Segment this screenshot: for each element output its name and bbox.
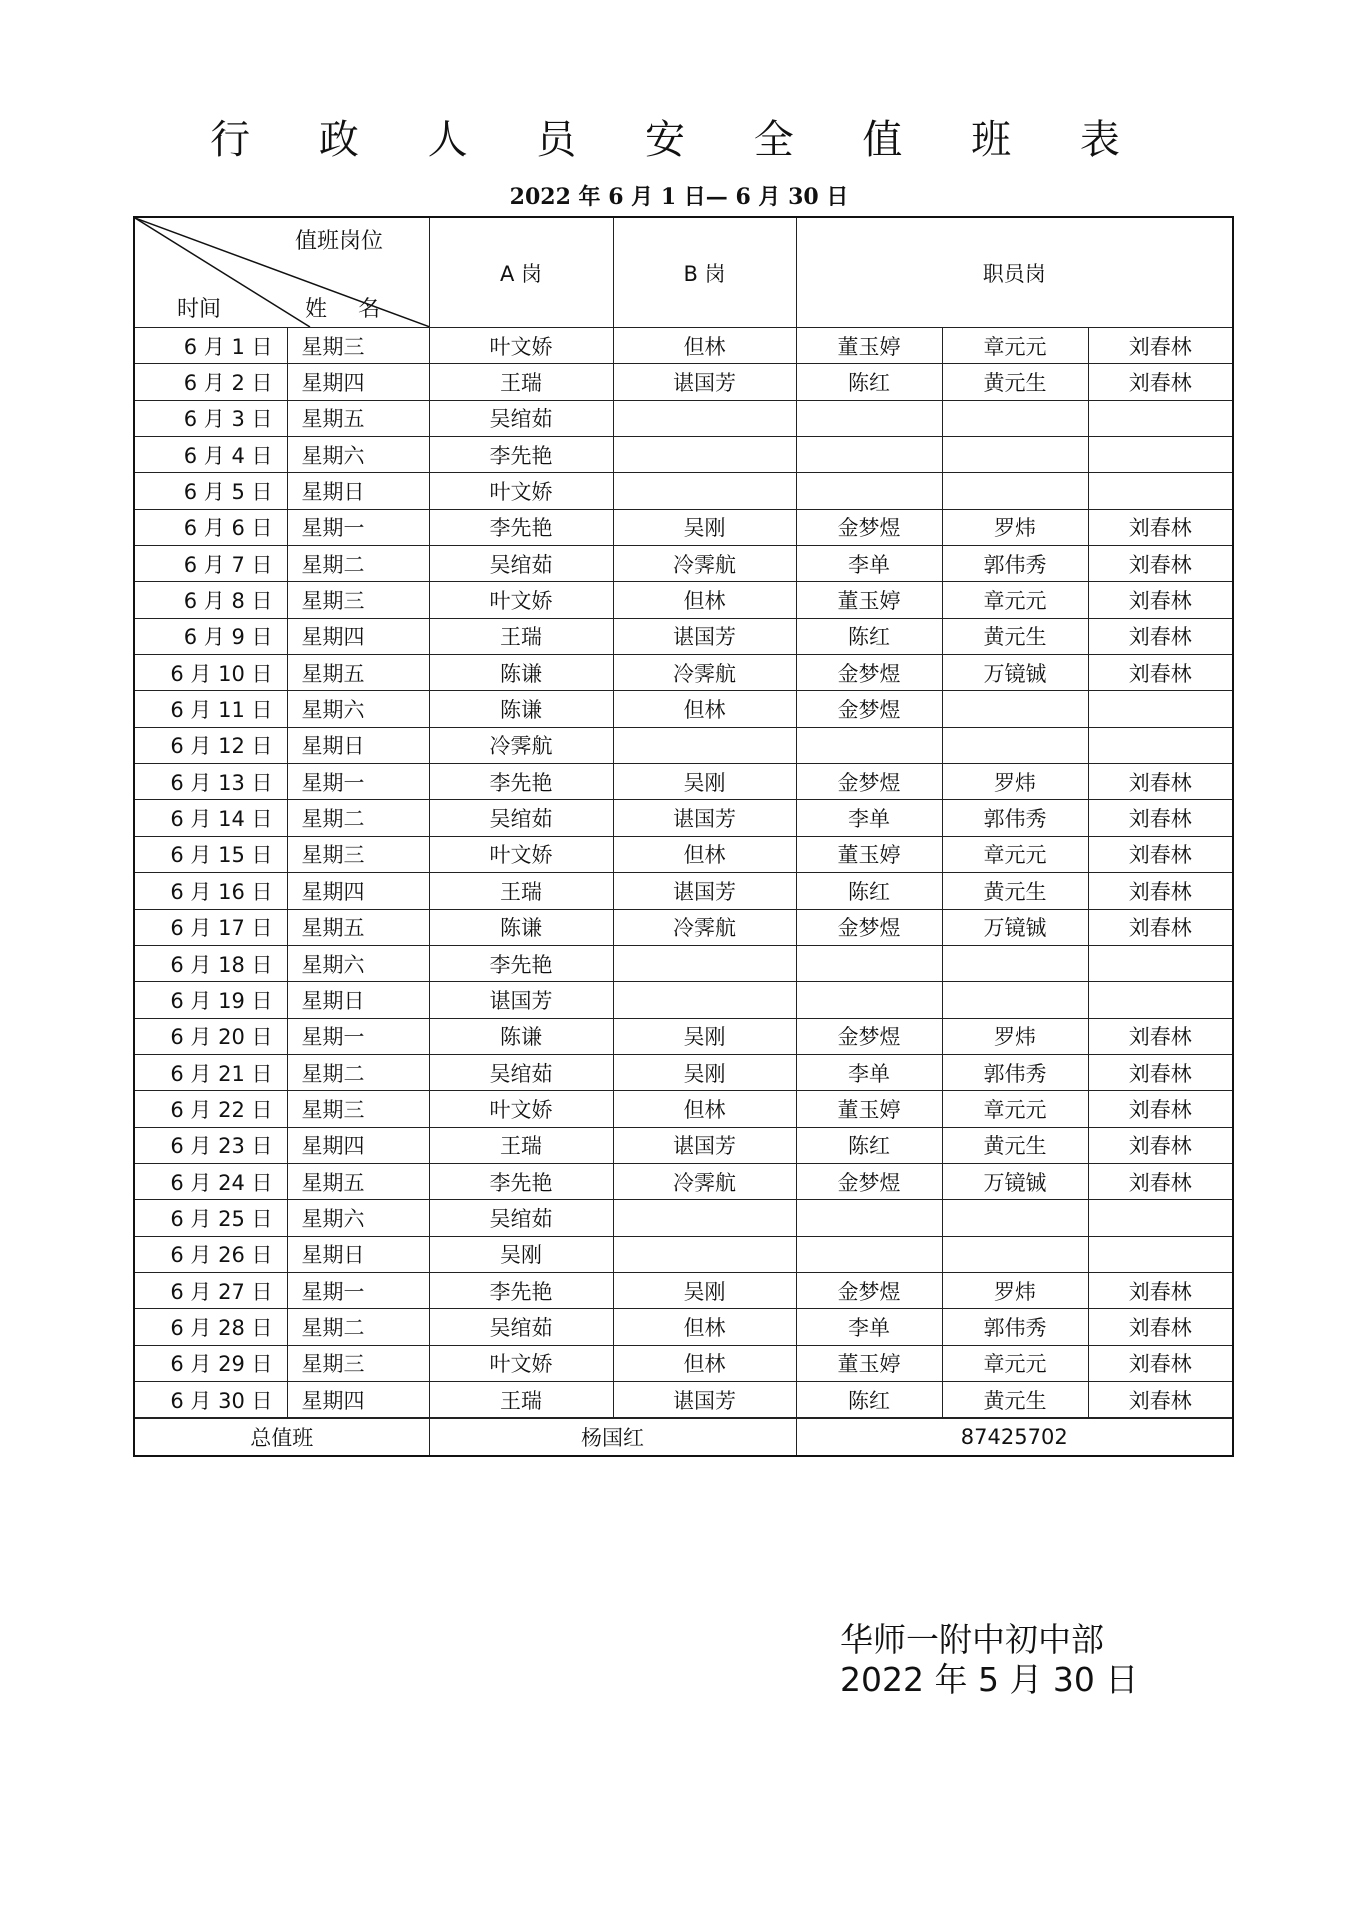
post-b-cell: 谌国芳 — [613, 364, 796, 400]
post-a-cell: 李先艳 — [429, 437, 613, 473]
date-cell: 6 月 4 日 — [134, 437, 287, 473]
staff-2-cell: 章元元 — [942, 1345, 1088, 1381]
date-cell: 6 月 21 日 — [134, 1054, 287, 1090]
weekday-cell: 星期三 — [287, 582, 429, 618]
date-cell: 6 月 11 日 — [134, 691, 287, 727]
date-cell: 6 月 9 日 — [134, 618, 287, 654]
post-a-cell: 叶文娇 — [429, 1091, 613, 1127]
post-b-cell: 但林 — [613, 691, 796, 727]
staff-3-cell: 刘春林 — [1088, 1091, 1233, 1127]
staff-2-cell: 万镜铖 — [942, 655, 1088, 691]
post-a-cell: 吴绾茹 — [429, 800, 613, 836]
table-row — [134, 655, 1233, 691]
weekday-cell: 星期六 — [287, 691, 429, 727]
staff-2-cell: 罗炜 — [942, 1272, 1088, 1308]
staff-1-cell: 李单 — [796, 1054, 942, 1090]
post-b-cell: 但林 — [613, 582, 796, 618]
table-row — [134, 1200, 1233, 1236]
post-b-cell: 冷霁航 — [613, 1163, 796, 1199]
post-b-cell — [613, 1200, 796, 1236]
staff-2-cell: 郭伟秀 — [942, 1309, 1088, 1345]
corner-header-cell — [134, 217, 429, 328]
post-a-cell: 王瑞 — [429, 873, 613, 909]
staff-2-cell — [942, 437, 1088, 473]
post-a-cell: 李先艳 — [429, 1272, 613, 1308]
staff-2-cell — [942, 727, 1088, 763]
table-row — [134, 1309, 1233, 1345]
staff-2-cell: 罗炜 — [942, 509, 1088, 545]
staff-3-cell — [1088, 1200, 1233, 1236]
staff-1-cell — [796, 400, 942, 436]
table-row — [134, 1054, 1233, 1090]
staff-3-cell: 刘春林 — [1088, 800, 1233, 836]
staff-1-cell: 金梦煜 — [796, 1272, 942, 1308]
table-row — [134, 1163, 1233, 1199]
post-b-cell: 吴刚 — [613, 1018, 796, 1054]
post-b-cell — [613, 945, 796, 981]
date-cell: 6 月 27 日 — [134, 1272, 287, 1308]
date-cell: 6 月 23 日 — [134, 1127, 287, 1163]
staff-3-cell: 刘春林 — [1088, 1381, 1233, 1417]
weekday-cell: 星期五 — [287, 400, 429, 436]
staff-3-cell: 刘春林 — [1088, 873, 1233, 909]
post-b-cell: 谌国芳 — [613, 873, 796, 909]
weekday-cell: 星期日 — [287, 1236, 429, 1272]
staff-3-cell: 刘春林 — [1088, 1054, 1233, 1090]
corner-label-post: 值班岗位 — [295, 229, 384, 254]
staff-3-cell — [1088, 982, 1233, 1018]
staff-2-cell: 黄元生 — [942, 364, 1088, 400]
post-b-cell: 但林 — [613, 328, 796, 364]
date-cell: 6 月 8 日 — [134, 582, 287, 618]
post-b-cell — [613, 473, 796, 509]
post-a-cell: 李先艳 — [429, 1163, 613, 1199]
table-row — [134, 1381, 1233, 1417]
staff-2-cell — [942, 473, 1088, 509]
weekday-cell: 星期一 — [287, 764, 429, 800]
weekday-cell: 星期五 — [287, 655, 429, 691]
staff-1-cell: 李单 — [796, 1309, 942, 1345]
staff-2-cell — [942, 982, 1088, 1018]
weekday-cell: 星期二 — [287, 1309, 429, 1345]
staff-2-cell: 章元元 — [942, 582, 1088, 618]
staff-3-cell — [1088, 727, 1233, 763]
post-a-cell: 吴刚 — [429, 1236, 613, 1272]
staff-2-cell: 罗炜 — [942, 764, 1088, 800]
date-cell: 6 月 6 日 — [134, 509, 287, 545]
staff-1-cell: 李单 — [796, 800, 942, 836]
post-a-cell: 王瑞 — [429, 1381, 613, 1417]
staff-1-cell: 董玉婷 — [796, 1091, 942, 1127]
col-header-a: A 岗 — [429, 217, 613, 328]
staff-2-cell: 章元元 — [942, 328, 1088, 364]
staff-1-cell: 金梦煜 — [796, 1018, 942, 1054]
footer-row — [134, 1419, 1233, 1456]
staff-2-cell: 黄元生 — [942, 618, 1088, 654]
post-b-cell — [613, 400, 796, 436]
table-row — [134, 509, 1233, 545]
staff-2-cell: 罗炜 — [942, 1018, 1088, 1054]
staff-1-cell: 金梦煜 — [796, 909, 942, 945]
corner-label-name: 姓 名 — [305, 297, 392, 322]
corner-label-time: 时间 — [177, 297, 222, 322]
date-cell: 6 月 3 日 — [134, 400, 287, 436]
footer-label-cell: 总值班 — [134, 1419, 429, 1456]
date-cell: 6 月 30 日 — [134, 1381, 287, 1417]
staff-3-cell — [1088, 400, 1233, 436]
staff-3-cell: 刘春林 — [1088, 909, 1233, 945]
staff-2-cell: 郭伟秀 — [942, 1054, 1088, 1090]
post-b-cell: 冷霁航 — [613, 909, 796, 945]
weekday-cell: 星期二 — [287, 800, 429, 836]
page-title: 行 政 人 员 安 全 值 班 表 — [210, 117, 1148, 163]
post-a-cell: 叶文娇 — [429, 1345, 613, 1381]
weekday-cell: 星期五 — [287, 909, 429, 945]
post-a-cell: 吴绾茹 — [429, 546, 613, 582]
date-cell: 6 月 20 日 — [134, 1018, 287, 1054]
footer-name-cell: 杨国红 — [429, 1419, 796, 1456]
table-row — [134, 437, 1233, 473]
staff-2-cell — [942, 1200, 1088, 1236]
header-row — [134, 217, 1233, 328]
date-cell: 6 月 24 日 — [134, 1163, 287, 1199]
date-cell: 6 月 19 日 — [134, 982, 287, 1018]
weekday-cell: 星期三 — [287, 1091, 429, 1127]
weekday-cell: 星期四 — [287, 1381, 429, 1417]
post-b-cell — [613, 727, 796, 763]
table-row — [134, 764, 1233, 800]
staff-1-cell: 李单 — [796, 546, 942, 582]
staff-1-cell: 陈红 — [796, 364, 942, 400]
weekday-cell: 星期四 — [287, 364, 429, 400]
weekday-cell: 星期一 — [287, 509, 429, 545]
staff-1-cell — [796, 982, 942, 1018]
staff-2-cell: 章元元 — [942, 836, 1088, 872]
post-a-cell: 叶文娇 — [429, 582, 613, 618]
date-cell: 6 月 28 日 — [134, 1309, 287, 1345]
post-b-cell — [613, 982, 796, 1018]
post-a-cell: 李先艳 — [429, 764, 613, 800]
date-cell: 6 月 13 日 — [134, 764, 287, 800]
post-b-cell: 吴刚 — [613, 1054, 796, 1090]
staff-3-cell: 刘春林 — [1088, 836, 1233, 872]
date-cell: 6 月 16 日 — [134, 873, 287, 909]
date-cell: 6 月 29 日 — [134, 1345, 287, 1381]
staff-2-cell — [942, 400, 1088, 436]
table-row — [134, 800, 1233, 836]
staff-2-cell — [942, 1236, 1088, 1272]
staff-1-cell: 金梦煜 — [796, 764, 942, 800]
table-row — [134, 873, 1233, 909]
staff-1-cell — [796, 1200, 942, 1236]
date-cell: 6 月 22 日 — [134, 1091, 287, 1127]
date-cell: 6 月 14 日 — [134, 800, 287, 836]
date-cell: 6 月 10 日 — [134, 655, 287, 691]
staff-1-cell: 陈红 — [796, 1381, 942, 1417]
signature-block — [840, 1620, 1138, 1700]
table-row — [134, 909, 1233, 945]
staff-2-cell: 万镜铖 — [942, 909, 1088, 945]
post-a-cell: 李先艳 — [429, 509, 613, 545]
staff-3-cell: 刘春林 — [1088, 1309, 1233, 1345]
staff-1-cell — [796, 473, 942, 509]
staff-1-cell: 董玉婷 — [796, 582, 942, 618]
weekday-cell: 星期一 — [287, 1018, 429, 1054]
post-b-cell: 谌国芳 — [613, 618, 796, 654]
staff-1-cell — [796, 437, 942, 473]
date-cell: 6 月 5 日 — [134, 473, 287, 509]
staff-1-cell: 董玉婷 — [796, 1345, 942, 1381]
date-cell: 6 月 25 日 — [134, 1200, 287, 1236]
post-a-cell: 吴绾茹 — [429, 400, 613, 436]
staff-3-cell: 刘春林 — [1088, 364, 1233, 400]
post-b-cell: 但林 — [613, 1309, 796, 1345]
weekday-cell: 星期六 — [287, 945, 429, 981]
table-row — [134, 473, 1233, 509]
staff-1-cell: 金梦煜 — [796, 1163, 942, 1199]
table-row — [134, 400, 1233, 436]
table-row — [134, 364, 1233, 400]
table-row — [134, 691, 1233, 727]
post-a-cell: 陈谦 — [429, 691, 613, 727]
date-cell: 6 月 7 日 — [134, 546, 287, 582]
date-range: 2022 年 6 月 1 日— 6 月 30 日 — [509, 184, 849, 210]
weekday-cell: 星期三 — [287, 1345, 429, 1381]
post-b-cell: 但林 — [613, 836, 796, 872]
date-cell: 6 月 1 日 — [134, 328, 287, 364]
staff-1-cell — [796, 727, 942, 763]
staff-1-cell: 金梦煜 — [796, 655, 942, 691]
staff-1-cell: 董玉婷 — [796, 328, 942, 364]
date-cell: 6 月 2 日 — [134, 364, 287, 400]
weekday-cell: 星期三 — [287, 836, 429, 872]
col-header-b: B 岗 — [613, 217, 796, 328]
post-a-cell: 陈谦 — [429, 1018, 613, 1054]
post-a-cell: 陈谦 — [429, 909, 613, 945]
weekday-cell: 星期一 — [287, 1272, 429, 1308]
weekday-cell: 星期四 — [287, 1127, 429, 1163]
weekday-cell: 星期二 — [287, 546, 429, 582]
post-b-cell: 冷霁航 — [613, 546, 796, 582]
staff-3-cell: 刘春林 — [1088, 328, 1233, 364]
post-b-cell: 谌国芳 — [613, 1381, 796, 1417]
post-a-cell: 李先艳 — [429, 945, 613, 981]
staff-1-cell — [796, 1236, 942, 1272]
post-b-cell: 吴刚 — [613, 1272, 796, 1308]
table-row — [134, 982, 1233, 1018]
post-a-cell: 吴绾茹 — [429, 1200, 613, 1236]
staff-1-cell: 陈红 — [796, 1127, 942, 1163]
weekday-cell: 星期二 — [287, 1054, 429, 1090]
signature-org: 华师一附中初中部 — [840, 1620, 1104, 1659]
staff-3-cell: 刘春林 — [1088, 1345, 1233, 1381]
staff-2-cell: 黄元生 — [942, 1127, 1088, 1163]
post-a-cell: 陈谦 — [429, 655, 613, 691]
post-a-cell: 叶文娇 — [429, 328, 613, 364]
post-a-cell: 吴绾茹 — [429, 1309, 613, 1345]
staff-3-cell: 刘春林 — [1088, 1272, 1233, 1308]
staff-2-cell: 章元元 — [942, 1091, 1088, 1127]
table-row — [134, 1272, 1233, 1308]
weekday-cell: 星期三 — [287, 328, 429, 364]
staff-1-cell — [796, 945, 942, 981]
staff-2-cell: 万镜铖 — [942, 1163, 1088, 1199]
staff-3-cell: 刘春林 — [1088, 1163, 1233, 1199]
date-cell: 6 月 18 日 — [134, 945, 287, 981]
staff-1-cell: 陈红 — [796, 873, 942, 909]
weekday-cell: 星期六 — [287, 1200, 429, 1236]
post-a-cell: 冷霁航 — [429, 727, 613, 763]
date-cell: 6 月 26 日 — [134, 1236, 287, 1272]
weekday-cell: 星期四 — [287, 873, 429, 909]
staff-3-cell: 刘春林 — [1088, 509, 1233, 545]
date-cell: 6 月 15 日 — [134, 836, 287, 872]
post-a-cell: 王瑞 — [429, 1127, 613, 1163]
staff-2-cell — [942, 945, 1088, 981]
weekday-cell: 星期日 — [287, 982, 429, 1018]
staff-3-cell — [1088, 473, 1233, 509]
table-row — [134, 1127, 1233, 1163]
post-a-cell: 叶文娇 — [429, 473, 613, 509]
table-row — [134, 945, 1233, 981]
staff-3-cell — [1088, 1236, 1233, 1272]
post-b-cell — [613, 1236, 796, 1272]
date-cell: 6 月 17 日 — [134, 909, 287, 945]
post-b-cell: 谌国芳 — [613, 1127, 796, 1163]
table-row — [134, 618, 1233, 654]
staff-3-cell: 刘春林 — [1088, 582, 1233, 618]
staff-2-cell: 黄元生 — [942, 1381, 1088, 1417]
staff-3-cell: 刘春林 — [1088, 1018, 1233, 1054]
staff-3-cell: 刘春林 — [1088, 618, 1233, 654]
weekday-cell: 星期五 — [287, 1163, 429, 1199]
weekday-cell: 星期四 — [287, 618, 429, 654]
post-b-cell — [613, 437, 796, 473]
staff-3-cell: 刘春林 — [1088, 1127, 1233, 1163]
weekday-cell: 星期日 — [287, 727, 429, 763]
date-cell: 6 月 12 日 — [134, 727, 287, 763]
staff-2-cell: 郭伟秀 — [942, 546, 1088, 582]
table-row — [134, 1345, 1233, 1381]
weekday-cell: 星期日 — [287, 473, 429, 509]
table-row — [134, 328, 1233, 364]
post-a-cell: 王瑞 — [429, 618, 613, 654]
staff-3-cell — [1088, 437, 1233, 473]
post-a-cell: 叶文娇 — [429, 836, 613, 872]
table-row — [134, 836, 1233, 872]
staff-3-cell — [1088, 691, 1233, 727]
post-a-cell: 王瑞 — [429, 364, 613, 400]
staff-1-cell: 金梦煜 — [796, 509, 942, 545]
table-row — [134, 1236, 1233, 1272]
table-row — [134, 1018, 1233, 1054]
table-row — [134, 727, 1233, 763]
table-row — [134, 582, 1233, 618]
post-b-cell: 冷霁航 — [613, 655, 796, 691]
signature-date: 2022 年 5 月 30 日 — [840, 1660, 1139, 1699]
weekday-cell: 星期六 — [287, 437, 429, 473]
post-b-cell: 谌国芳 — [613, 800, 796, 836]
table-row — [134, 546, 1233, 582]
staff-1-cell: 陈红 — [796, 618, 942, 654]
staff-1-cell: 金梦煜 — [796, 691, 942, 727]
post-b-cell: 但林 — [613, 1345, 796, 1381]
post-b-cell: 吴刚 — [613, 764, 796, 800]
staff-2-cell: 黄元生 — [942, 873, 1088, 909]
staff-3-cell: 刘春林 — [1088, 655, 1233, 691]
staff-3-cell: 刘春林 — [1088, 764, 1233, 800]
staff-2-cell — [942, 691, 1088, 727]
staff-1-cell: 董玉婷 — [796, 836, 942, 872]
duty-table — [133, 216, 1234, 1457]
post-a-cell: 吴绾茹 — [429, 1054, 613, 1090]
footer-phone-cell: 87425702 — [796, 1419, 1233, 1456]
post-a-cell: 谌国芳 — [429, 982, 613, 1018]
post-b-cell: 吴刚 — [613, 509, 796, 545]
staff-2-cell: 郭伟秀 — [942, 800, 1088, 836]
post-b-cell: 但林 — [613, 1091, 796, 1127]
staff-3-cell: 刘春林 — [1088, 546, 1233, 582]
staff-3-cell — [1088, 945, 1233, 981]
table-row — [134, 1091, 1233, 1127]
col-header-staff: 职员岗 — [796, 217, 1233, 328]
